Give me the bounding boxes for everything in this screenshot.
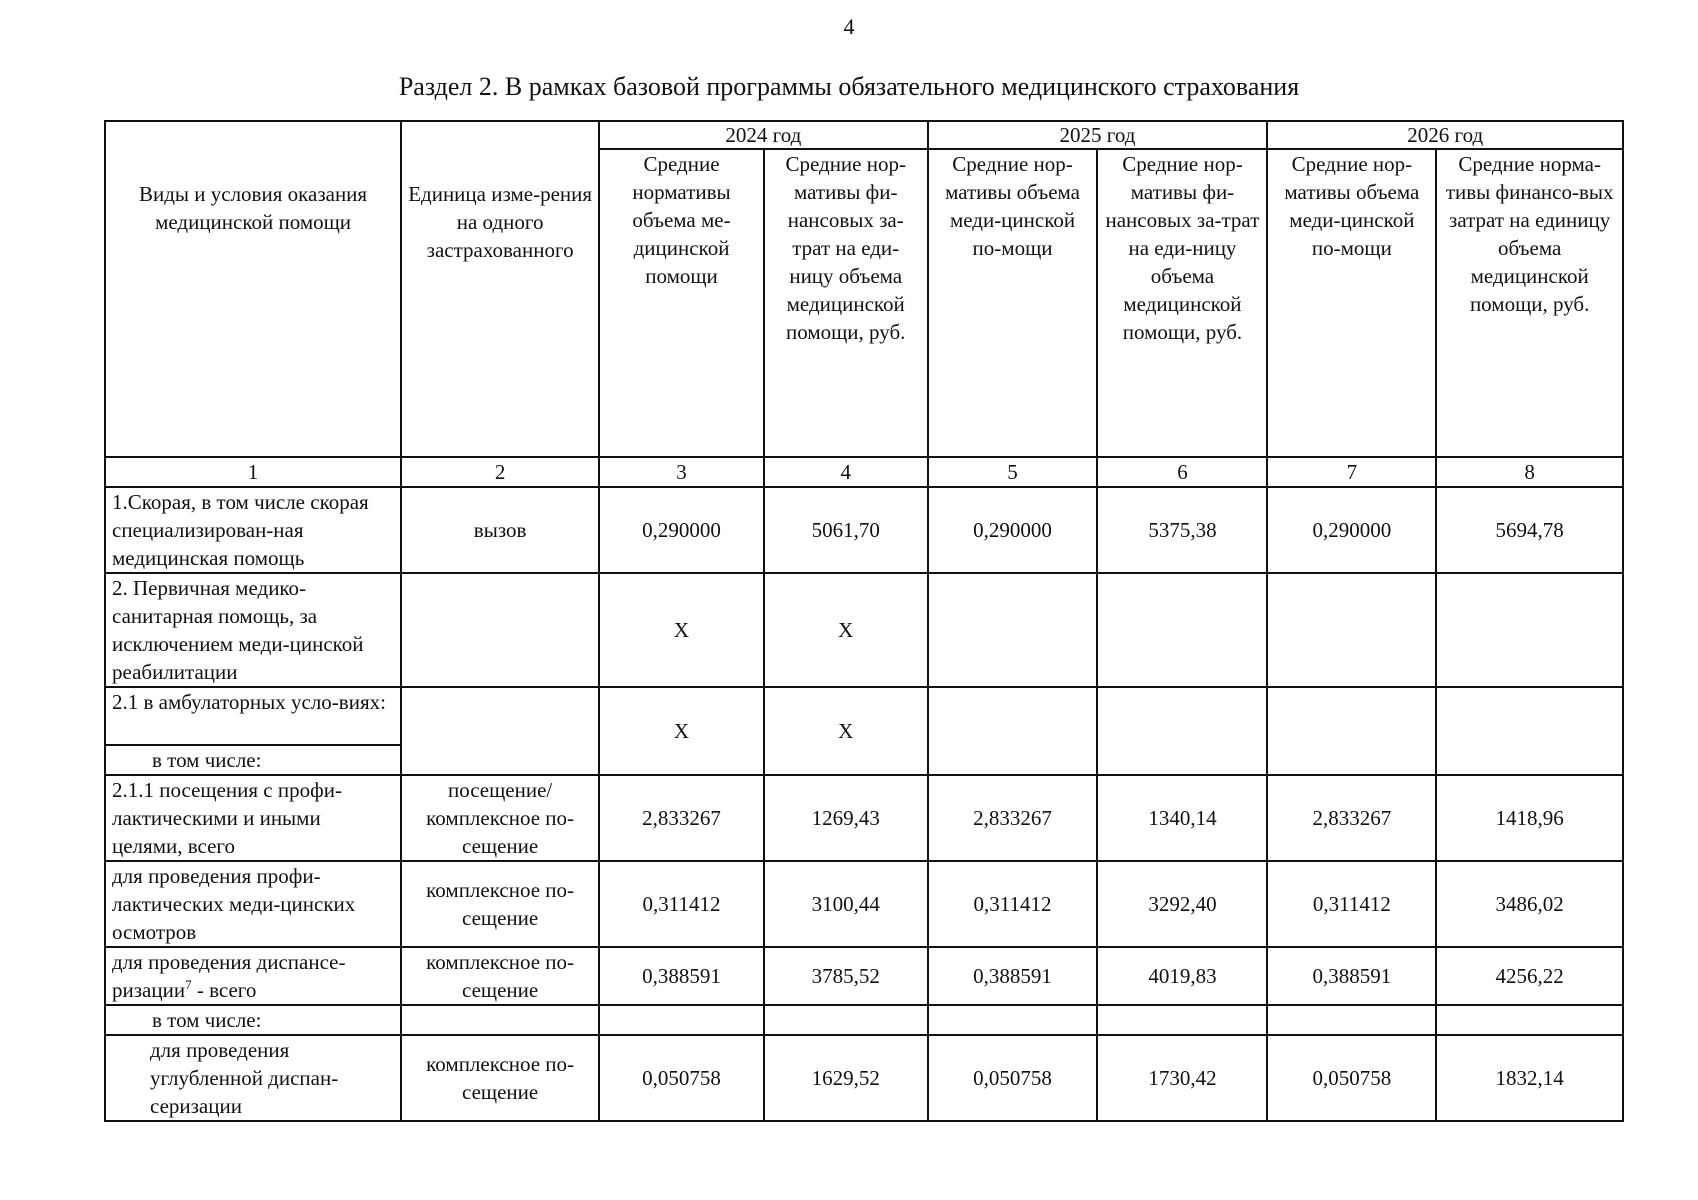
row-unit — [401, 573, 599, 687]
row-kind: 2.1.1 посещения с профи-лактическими и иными целями, всего — [105, 775, 401, 861]
row-kind-tail: - всего — [191, 978, 257, 1002]
row-subheading: в том числе: — [105, 745, 401, 775]
header-year-row — [105, 121, 1623, 149]
header-year-2024: 2024 год — [599, 121, 927, 149]
value-cell: 1629,52 — [764, 1035, 928, 1121]
value-cell: 0,290000 — [599, 487, 764, 573]
col-number: 7 — [1267, 457, 1436, 487]
value-cell: 0,388591 — [1267, 947, 1436, 1005]
value-cell: 2,833267 — [928, 775, 1098, 861]
table-row — [105, 861, 1623, 947]
header-2025-cost: Средние нор-мативы фи-нансовых за-трат на еди-ницу объема медицинской помощи, руб. — [1097, 149, 1267, 457]
value-cell: 0,311412 — [928, 861, 1098, 947]
row-kind: 2. Первичная медико-санитарная помощь, за исключением меди-цинской реабилитации — [105, 573, 401, 687]
value-cell: 3785,52 — [764, 947, 928, 1005]
row-unit — [401, 1005, 599, 1035]
row-unit: посещение/ комплексное по-сещение — [401, 775, 599, 861]
value-cell — [928, 573, 1098, 687]
value-cell — [1267, 573, 1436, 687]
row-unit — [401, 687, 599, 775]
value-cell: 1340,14 — [1097, 775, 1267, 861]
row-kind: 1.Скорая, в том числе скорая специализирован-ная медицинская помощь — [105, 487, 401, 573]
value-cell: 2,833267 — [1267, 775, 1436, 861]
value-cell: 5375,38 — [1097, 487, 1267, 573]
value-cell: 3292,40 — [1097, 861, 1267, 947]
page-number: 4 — [843, 14, 855, 39]
col-number: 8 — [1436, 457, 1623, 487]
value-cell: Х — [599, 687, 764, 775]
value-cell: 0,050758 — [928, 1035, 1098, 1121]
table-row — [105, 1035, 1623, 1121]
header-2026-cost: Средние норма-тивы финансо-вых затрат на единицу объема медицинской помощи, руб. — [1436, 149, 1623, 457]
value-cell: 5694,78 — [1436, 487, 1623, 573]
row-unit: комплексное по-сещение — [401, 947, 599, 1005]
col-number: 3 — [599, 457, 764, 487]
value-cell — [1267, 687, 1436, 775]
header-year-2025: 2025 год — [928, 121, 1268, 149]
row-unit: комплексное по-сещение — [401, 1035, 599, 1121]
col-number: 5 — [928, 457, 1098, 487]
value-cell — [1436, 1005, 1623, 1035]
value-cell — [928, 687, 1098, 775]
table-row — [105, 487, 1623, 573]
value-cell: 1418,96 — [1436, 775, 1623, 861]
value-cell: Х — [764, 687, 928, 775]
value-cell: 3486,02 — [1436, 861, 1623, 947]
row-kind: 2.1 в амбулаторных усло-виях: — [105, 687, 401, 745]
row-kind: для проведения углубленной диспан-серизации — [105, 1035, 401, 1121]
row-subheading: в том числе: — [105, 1005, 401, 1035]
row-kind: для проведения профи-лактических меди-цинских осмотров — [105, 861, 401, 947]
col-number: 6 — [1097, 457, 1267, 487]
row-kind — [105, 947, 401, 1005]
value-cell — [1436, 573, 1623, 687]
col-number: 4 — [764, 457, 928, 487]
table-row — [105, 947, 1623, 1005]
value-cell — [1097, 573, 1267, 687]
header-year-2026: 2026 год — [1267, 121, 1623, 149]
value-cell — [764, 1005, 928, 1035]
header-2026-volume: Средние нор-мативы объема меди-цинской по-мощи — [1267, 149, 1436, 457]
value-cell: 0,311412 — [1267, 861, 1436, 947]
column-number-row — [105, 457, 1623, 487]
header-2024-volume: Средние нормативы объема ме-дицинской помощи — [599, 149, 764, 457]
value-cell: 1730,42 — [1097, 1035, 1267, 1121]
row-unit: комплексное по-сещение — [401, 861, 599, 947]
value-cell — [1097, 687, 1267, 775]
header-2025-volume: Средние нор-мативы объема меди-цинской по-мощи — [928, 149, 1098, 457]
value-cell: 0,388591 — [928, 947, 1098, 1005]
header-kind: Виды и условия оказания медицинской помощи — [105, 121, 401, 457]
value-cell: 4256,22 — [1436, 947, 1623, 1005]
value-cell: 0,388591 — [599, 947, 764, 1005]
value-cell: 0,050758 — [1267, 1035, 1436, 1121]
value-cell: 1269,43 — [764, 775, 928, 861]
value-cell — [599, 1005, 764, 1035]
table-row — [105, 687, 1623, 745]
value-cell: 2,833267 — [599, 775, 764, 861]
value-cell: 0,311412 — [599, 861, 764, 947]
norms-table — [104, 120, 1624, 1122]
footnote-marker: 7 — [185, 977, 192, 992]
value-cell: 0,290000 — [1267, 487, 1436, 573]
value-cell: 4019,83 — [1097, 947, 1267, 1005]
value-cell — [1267, 1005, 1436, 1035]
table-row — [105, 775, 1623, 861]
col-number: 1 — [105, 457, 401, 487]
value-cell — [1436, 687, 1623, 775]
value-cell — [1097, 1005, 1267, 1035]
table-row — [105, 573, 1623, 687]
row-kind-text: для проведения диспансе-ризации — [112, 950, 346, 1002]
col-number: 2 — [401, 457, 599, 487]
value-cell: 0,290000 — [928, 487, 1098, 573]
value-cell: 3100,44 — [764, 861, 928, 947]
value-cell — [928, 1005, 1098, 1035]
section-title: Раздел 2. В рамках базовой программы обязательного медицинского страхования — [398, 72, 1300, 101]
table-row — [105, 1005, 1623, 1035]
header-2024-cost: Средние нор-мативы фи-нансовых за-трат на еди-ницу объема медицинской помощи, руб. — [764, 149, 928, 457]
value-cell: 1832,14 — [1436, 1035, 1623, 1121]
row-unit: вызов — [401, 487, 599, 573]
value-cell: 5061,70 — [764, 487, 928, 573]
header-unit: Единица изме-рения на одного застрахованного — [401, 121, 599, 457]
value-cell: Х — [599, 573, 764, 687]
value-cell: 0,050758 — [599, 1035, 764, 1121]
value-cell: Х — [764, 573, 928, 687]
